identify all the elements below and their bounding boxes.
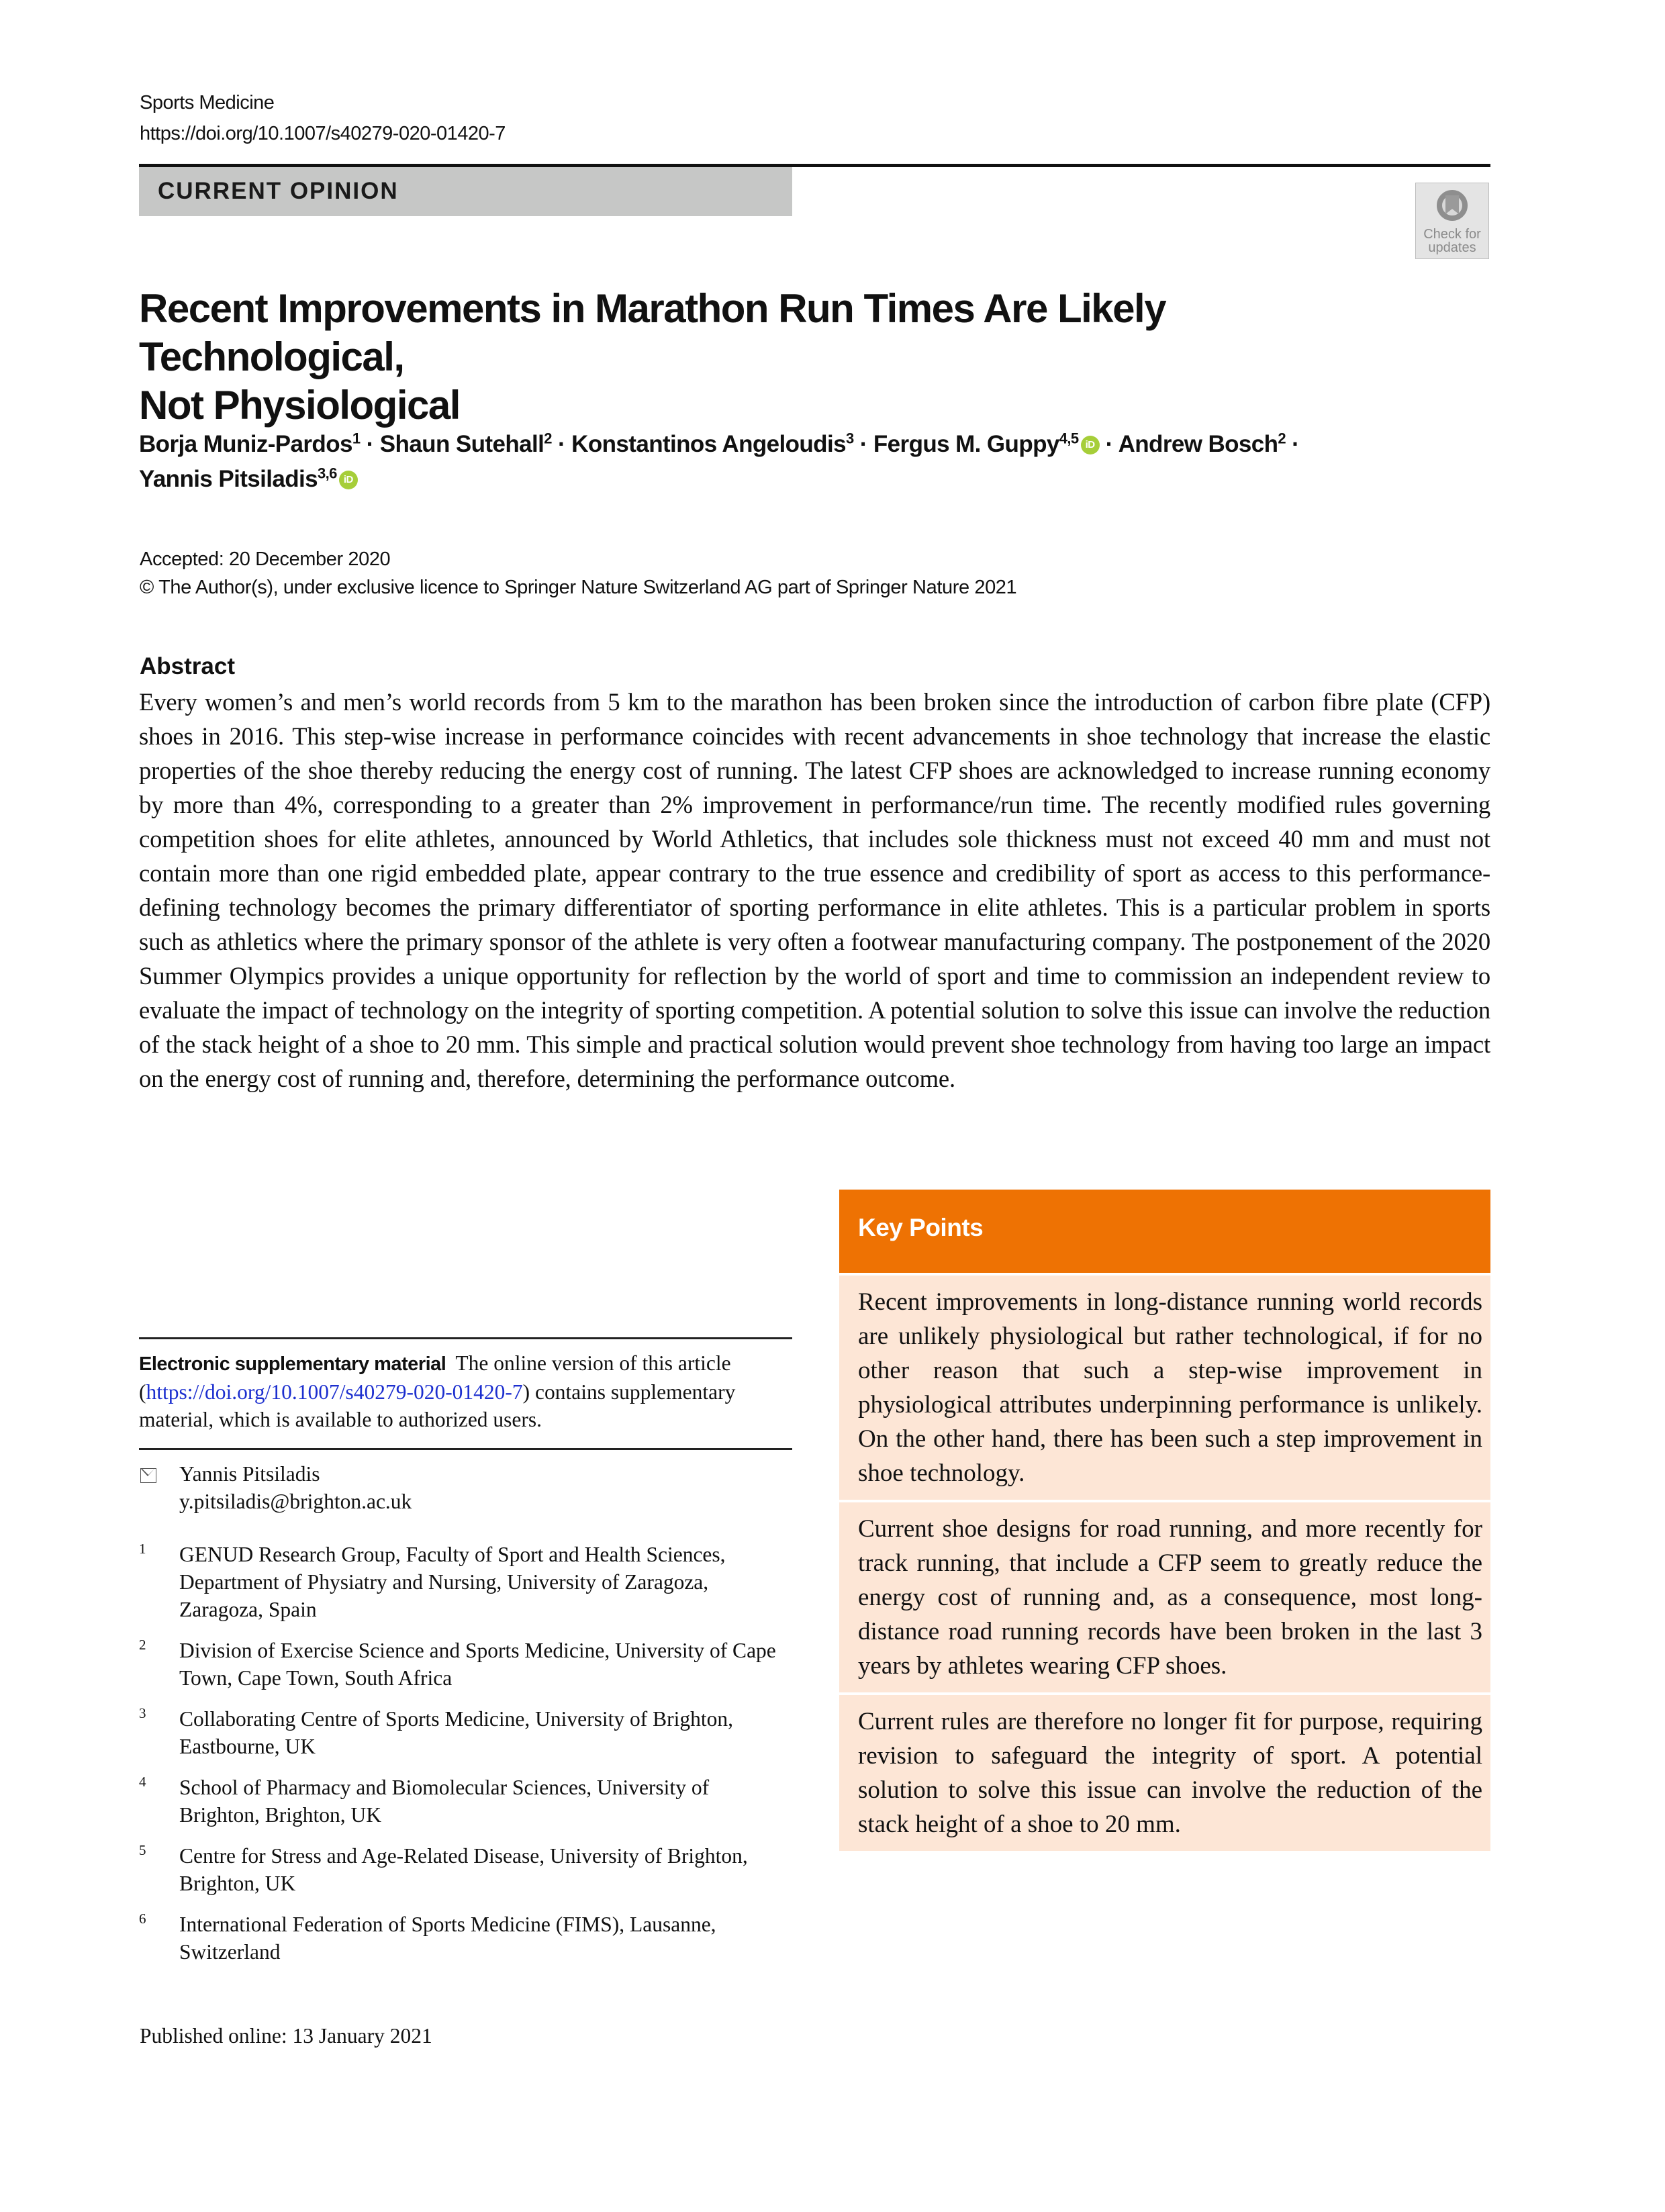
affiliation-item — [139, 1637, 792, 1692]
corresponding-author-name: Yannis Pitsiladis — [179, 1462, 320, 1486]
affiliation-item — [139, 1911, 792, 1966]
author-name[interactable]: Borja Muniz-Pardos — [139, 431, 352, 457]
affiliation-number: 4 — [139, 1774, 146, 1790]
accepted-date: Accepted: 20 December 2020 — [140, 548, 391, 570]
affiliation-item — [139, 1774, 792, 1829]
title-line-2: Not Physiological — [139, 383, 460, 428]
key-points-heading: Key Points — [858, 1214, 984, 1241]
footnote-rule-top — [139, 1337, 792, 1339]
affiliation-text: School of Pharmacy and Biomolecular Sciences, University of Brighton, Brighton, UK — [179, 1776, 710, 1827]
key-point-item: Current rules are therefore no longer fit for purpose, requiring revision to safeguard the integrity of sport. A potential solution to solve this issue can involve the reduction of the stack height of a shoe to 20 mm. — [839, 1695, 1490, 1851]
author-separator: · — [360, 431, 380, 457]
supplementary-text-after: ) contains supplementary material, which is available to authorized users. — [139, 1380, 736, 1431]
journal-header — [140, 87, 506, 149]
crossmark-label-1: Check for — [1423, 227, 1481, 242]
key-points-header — [839, 1190, 1490, 1273]
doi-link[interactable]: https://doi.org/10.1007/s40279-020-01420-7 — [140, 123, 506, 144]
author-name[interactable]: Yannis Pitsiladis — [139, 466, 318, 492]
orcid-icon[interactable]: iD — [339, 471, 358, 489]
affiliation-number: 3 — [139, 1705, 146, 1721]
author-name[interactable]: Fergus M. Guppy — [873, 431, 1059, 457]
affiliation-text: GENUD Research Group, Faculty of Sport and Health Sciences, Department of Physiatry and Nursing, University of Zaragoza, Zaragoza, Spain — [179, 1543, 726, 1621]
author-affiliation-ref: 3,6 — [318, 465, 337, 482]
affiliation-item — [139, 1541, 792, 1623]
author-name[interactable]: Konstantinos Angeloudis — [571, 431, 846, 457]
author-name[interactable]: Andrew Bosch — [1118, 431, 1278, 457]
author-separator: · — [1099, 431, 1119, 457]
author-list — [139, 427, 1490, 497]
article-category: CURRENT OPINION — [158, 178, 399, 204]
affiliation-text: Centre for Stress and Age-Related Disease, University of Brighton, Brighton, UK — [179, 1844, 748, 1895]
key-points-box — [839, 1190, 1490, 1851]
author-affiliation-ref: 4,5 — [1059, 430, 1079, 447]
affiliation-number: 1 — [139, 1541, 146, 1557]
author-affiliation-ref: 2 — [1278, 430, 1286, 447]
affiliation-text: Division of Exercise Science and Sports Medicine, University of Cape Town, Cape Town, South Africa — [179, 1639, 776, 1690]
supplementary-label: Electronic supplementary material — [139, 1353, 446, 1375]
author-name[interactable]: Shaun Sutehall — [379, 431, 544, 457]
affiliation-number: 5 — [139, 1842, 146, 1858]
affiliation-item — [139, 1842, 792, 1897]
supplementary-doi-link[interactable]: https://doi.org/10.1007/s40279-020-01420-7 — [146, 1380, 523, 1404]
envelope-icon — [140, 1468, 156, 1483]
crossmark-label-2: updates — [1428, 240, 1476, 255]
abstract-body: Every women’s and men’s world records from 5 km to the marathon has been broken since the introduction of carbon fibre plate (CFP) shoes in 2016. This step-wise increase in performance coincides with recent advancements in shoe technology that increase the elastic properties of the shoe thereby reducing the energy cost of running. The latest CFP shoes are acknowledged to increase running economy by more than 4%, corresponding to a greater than 2% improvement in performance/run time. The recently modified rules governing competition shoes for elite athletes, announced by World Athletics, that includes sole thickness must not exceed 40 mm and must not contain more than one rigid embedded plate, appear contrary to the true essence and credibility of sport as access to this performance-defining technology becomes the primary differentiator of sporting performance in elite athletes. This is a particular problem in sports such as athletics where the primary sponsor of the athlete is very often a footwear manufacturing company. The postponement of the 2020 Summer Olympics provides a unique opportunity for reflection by the world of sport and time to commission an independent review to evaluate the impact of technology on the integrity of sporting competition. A potential solution to solve this issue can involve the reduction of the stack height of a shoe to 20 mm. This simple and practical solution would prevent shoe technology from having too large an impact on the energy cost of running and, therefore, determining the performance outcome. — [139, 688, 1490, 1092]
author-separator: · — [551, 431, 572, 457]
published-online-date: Published online: 13 January 2021 — [140, 2024, 432, 2048]
key-point-item: Recent improvements in long-distance running world records are unlikely physiological but rather technological, if for no other reason that such a step-wise improvement in physiological attributes underpinning performance is unlikely. On the other hand, there has been such a step improvement in shoe technology. — [839, 1276, 1490, 1500]
article-category-band — [139, 167, 792, 216]
author-affiliation-ref: 1 — [352, 430, 361, 447]
title-line-1: Recent Improvements in Marathon Run Times Are Likely Technological, — [139, 286, 1166, 379]
supplementary-text-before: The online version of this article ( — [139, 1351, 731, 1404]
author-separator: · — [1286, 431, 1300, 457]
author-affiliation-ref: 2 — [544, 430, 552, 447]
supplementary-material-note — [139, 1349, 792, 1433]
affiliation-text: Collaborating Centre of Sports Medicine, University of Brighton, Eastbourne, UK — [179, 1707, 733, 1758]
affiliation-text: International Federation of Sports Medicine (FIMS), Lausanne, Switzerland — [179, 1913, 716, 1964]
author-separator: · — [853, 431, 873, 457]
affiliations-list — [139, 1541, 792, 1979]
copyright-line: © The Author(s), under exclusive licence to Springer Nature Switzerland AG part of Springer Nature 2021 — [140, 577, 1017, 598]
abstract-heading: Abstract — [140, 653, 235, 679]
article-title — [139, 285, 1415, 430]
key-point-item: Current shoe designs for road running, and more recently for track running, that include a CFP seem to greatly reduce the energy cost of running and, as a consequence, most long-distance road running records have been broken in the last 3 years by athletes wearing CFP shoes. — [839, 1502, 1490, 1692]
article-dates — [140, 545, 1016, 602]
corresponding-author — [139, 1460, 792, 1515]
journal-name: Sports Medicine — [140, 92, 275, 113]
footnote-rule-bottom — [139, 1448, 792, 1450]
check-for-updates-badge[interactable] — [1415, 183, 1489, 259]
affiliation-item — [139, 1705, 792, 1760]
corresponding-author-email[interactable]: y.pitsiladis@brighton.ac.uk — [179, 1490, 412, 1513]
affiliation-number: 6 — [139, 1911, 146, 1927]
orcid-icon[interactable]: iD — [1081, 436, 1100, 454]
author-affiliation-ref: 3 — [845, 430, 854, 447]
affiliation-number: 2 — [139, 1637, 146, 1653]
